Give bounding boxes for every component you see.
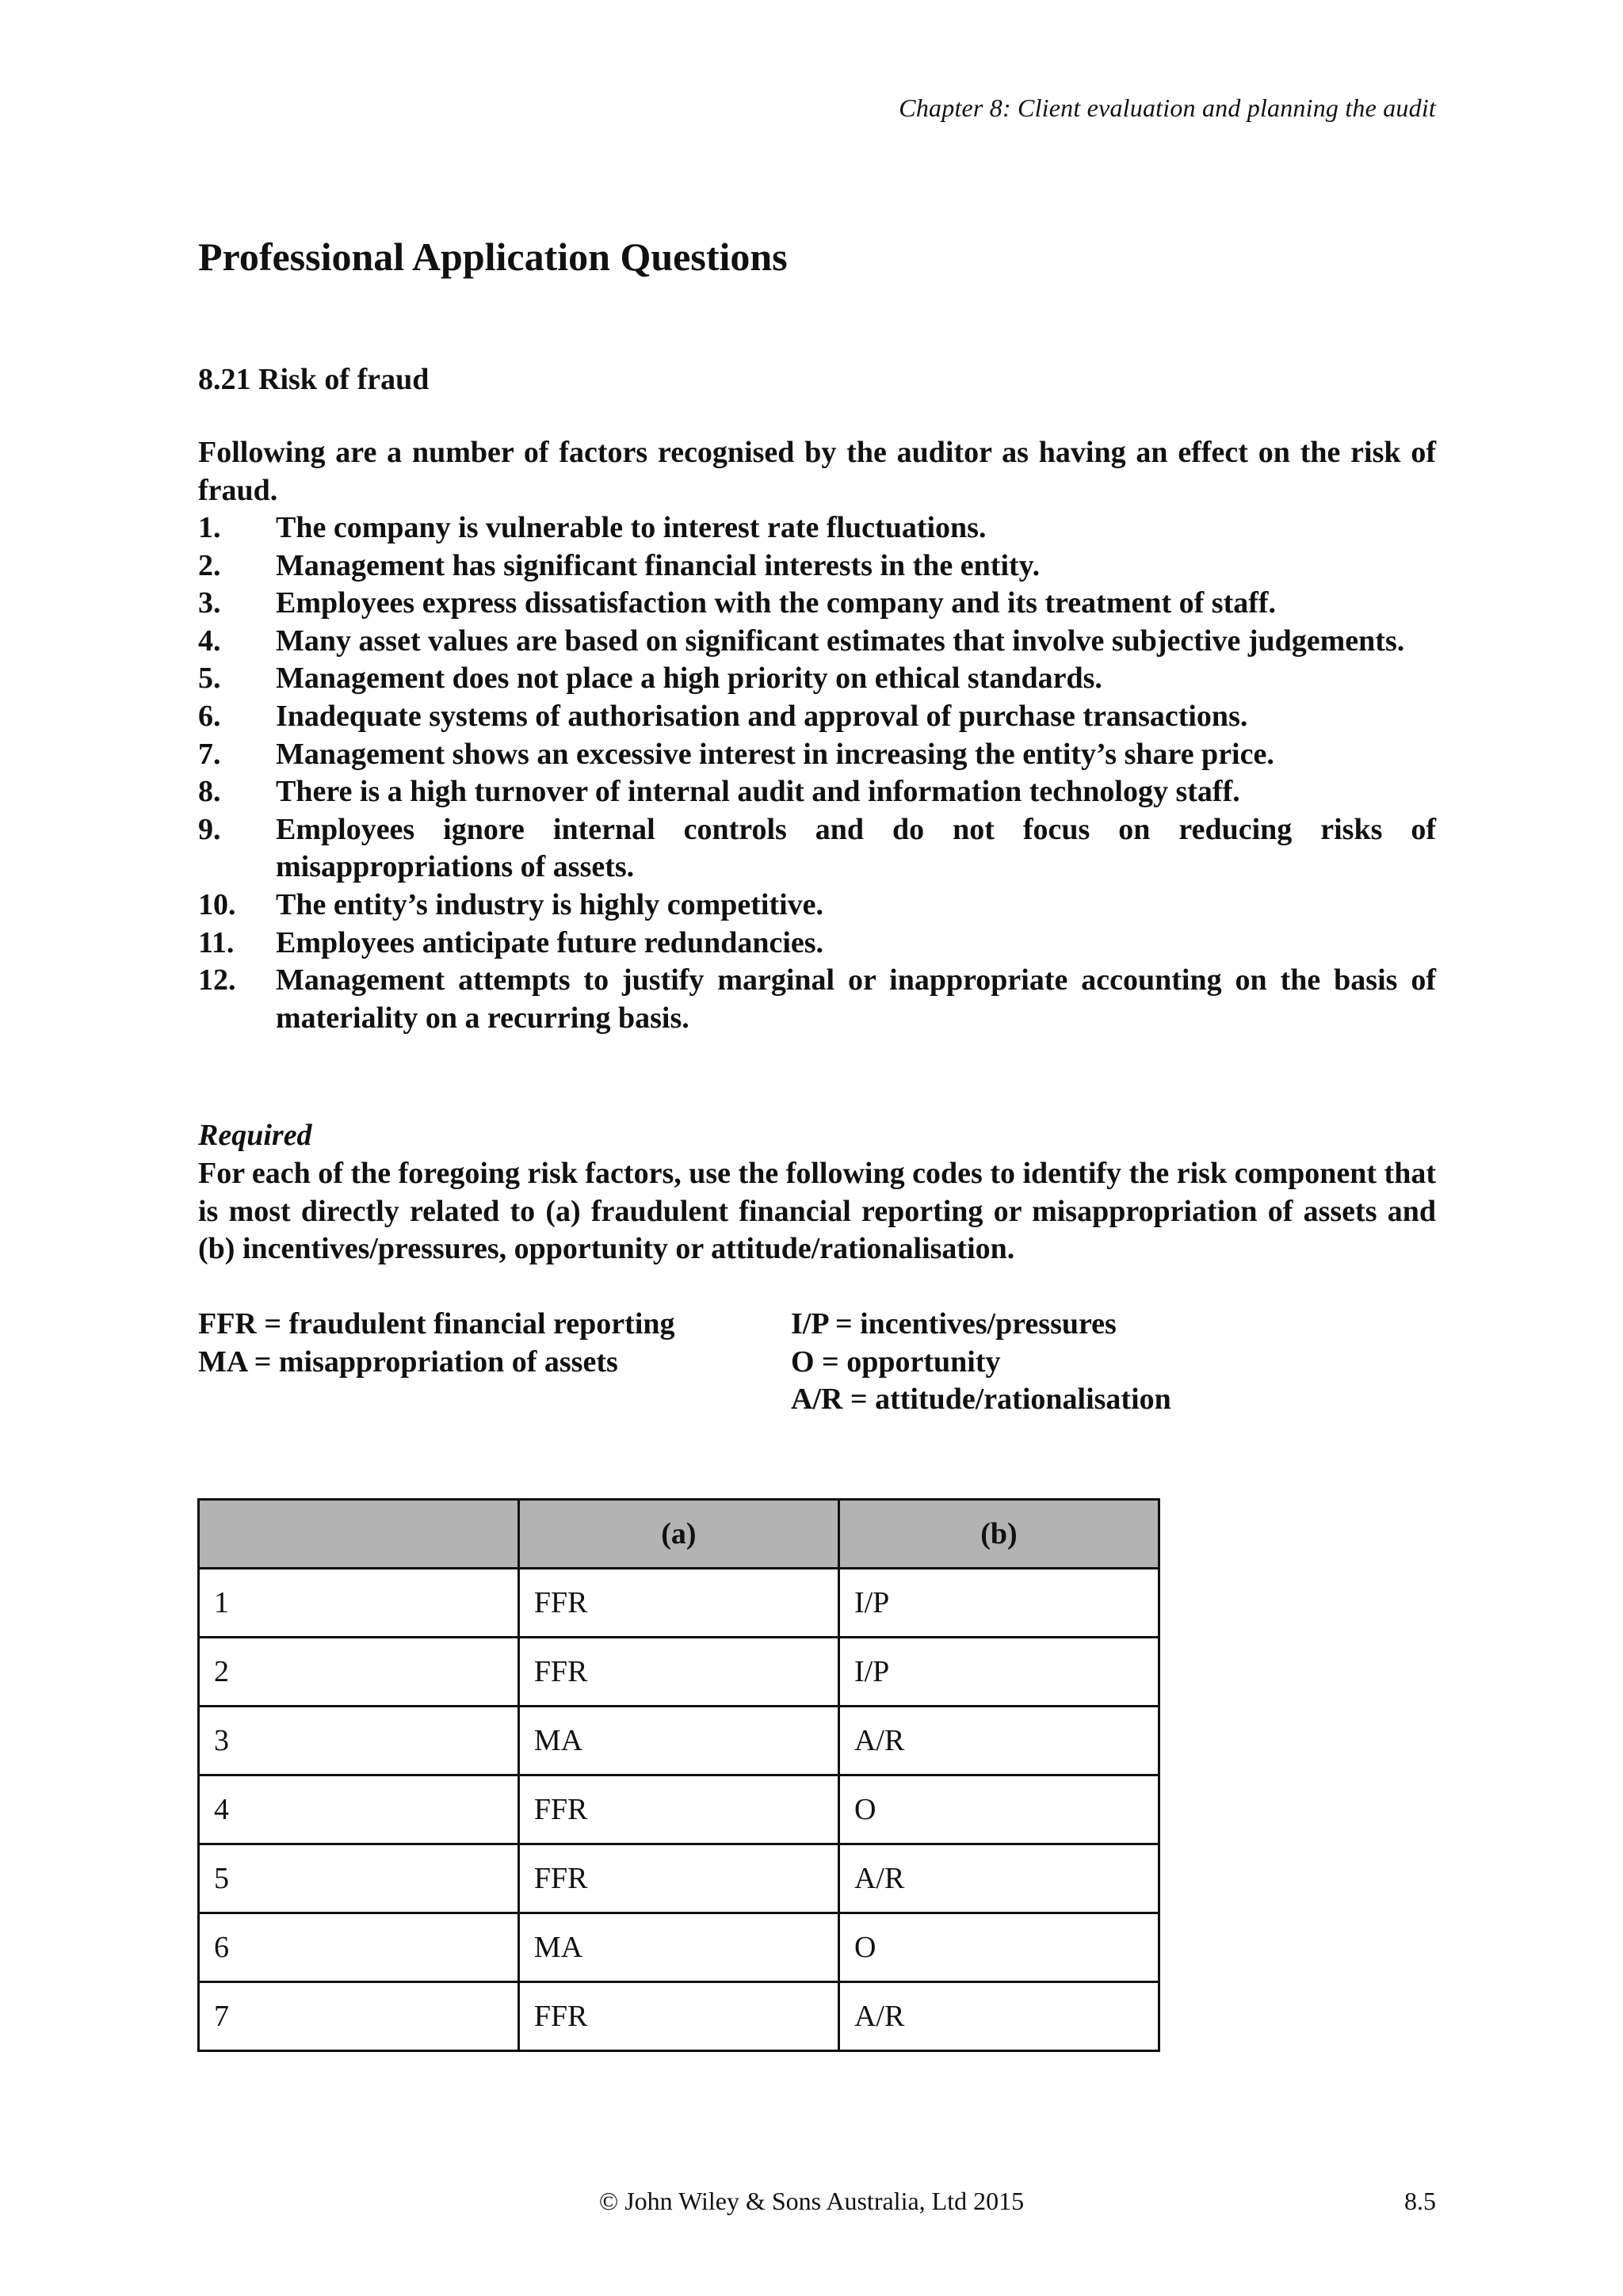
table-header-row (199, 1500, 1159, 1569)
list-item-number: 11. (198, 925, 235, 959)
table-cell: 7 (199, 1982, 519, 2051)
table-cell: A/R (838, 1982, 1159, 2051)
code-ip: I/P = incentives/pressures (791, 1307, 1117, 1341)
list-item (198, 660, 1436, 698)
required-label: Required (198, 1119, 312, 1152)
table-row (199, 1707, 1159, 1775)
list-item (198, 773, 1436, 811)
table-cell: 4 (199, 1775, 519, 1844)
page-number: 8.5 (1404, 2187, 1436, 2215)
list-item-text: Management shows an excessive interest in increasing the entity’s share price. (276, 737, 1274, 771)
table-header-cell: (b) (838, 1500, 1159, 1569)
code-ar: A/R = attitude/rationalisation (791, 1383, 1171, 1417)
list-item-number: 12. (198, 963, 236, 997)
table-cell: FFR (518, 1638, 838, 1707)
list-item-number: 5. (198, 662, 221, 696)
table-cell: MA (518, 1707, 838, 1775)
list-item-number: 3. (198, 586, 221, 620)
table-header-cell: (a) (518, 1500, 838, 1569)
table-cell: O (838, 1913, 1159, 1982)
list-item-number: 1. (198, 511, 221, 544)
table-cell: I/P (838, 1638, 1159, 1707)
list-item (198, 811, 1436, 887)
list-item-number: 7. (198, 737, 221, 771)
required-paragraph: For each of the foregoing risk factors, use the following codes to identify the risk component that is most directly related to (a) fraudulent financial reporting or misappropriation of assets and (b) incentives/pressures, opportunity or attitude/rationalisation. (198, 1157, 1436, 1266)
list-item-text: Employees express dissatisfaction with the company and its treatment of staff. (276, 586, 1277, 620)
list-item (198, 736, 1436, 774)
code-legend-left (198, 1306, 785, 1381)
list-item-text: Management does not place a high priority on ethical standards. (276, 662, 1102, 696)
list-item (198, 623, 1436, 661)
list-item (198, 925, 1436, 963)
list-item-text: Management attempts to justify marginal or inappropriate accounting on the basis of materiality on a recurring basis. (276, 963, 1436, 1035)
list-item (198, 962, 1436, 1037)
intro-paragraph: Following are a number of factors recognised by the auditor as having an effect on the risk of fraud. (198, 436, 1436, 507)
list-item-text: Employees ignore internal controls and do not focus on reducing risks of misappropriations of assets. (276, 812, 1436, 884)
list-item-text: Inadequate systems of authorisation and approval of purchase transactions. (276, 699, 1248, 733)
table-cell: FFR (518, 1982, 838, 2051)
table-cell: FFR (518, 1775, 838, 1844)
table-cell: A/R (838, 1844, 1159, 1913)
code-o: O = opportunity (791, 1344, 1001, 1379)
table-row (199, 1775, 1159, 1844)
table-row (199, 1569, 1159, 1638)
list-item (198, 887, 1436, 925)
footer-copyright: © John Wiley & Sons Australia, Ltd 2015 (598, 2187, 1025, 2215)
running-head: Chapter 8: Client evaluation and planning the audit (899, 93, 1436, 122)
list-item-number: 10. (198, 887, 236, 921)
answer-table (197, 1498, 1160, 2052)
list-item (198, 547, 1436, 585)
table-cell: I/P (838, 1569, 1159, 1638)
table-cell: 5 (199, 1844, 519, 1913)
table-cell: 2 (199, 1638, 519, 1707)
list-item-text: Management has significant financial interests in the entity. (276, 548, 1041, 582)
list-item (198, 698, 1436, 736)
risk-factor-list (198, 509, 1436, 1037)
list-item-text: Many asset values are based on significant estimates that involve subjective judgements. (276, 624, 1405, 658)
list-item-number: 6. (198, 699, 221, 733)
table-row (199, 1913, 1159, 1982)
list-item (198, 585, 1436, 623)
table-cell: 3 (199, 1707, 519, 1775)
table-cell: MA (518, 1913, 838, 1982)
section-heading: 8.21 Risk of fraud (198, 363, 430, 396)
table-cell: 6 (199, 1913, 519, 1982)
table-row (199, 1638, 1159, 1707)
code-ma: MA = misappropriation of assets (198, 1344, 618, 1379)
list-item-number: 9. (198, 812, 221, 846)
table-row (199, 1982, 1159, 2051)
list-item-number: 4. (198, 624, 221, 658)
list-item (198, 509, 1436, 547)
table-cell: A/R (838, 1707, 1159, 1775)
page-title: Professional Application Questions (198, 235, 788, 279)
list-item-number: 8. (198, 775, 221, 809)
list-item-text: There is a high turnover of internal audit and information technology staff. (276, 775, 1240, 809)
table-row (199, 1844, 1159, 1913)
list-item-text: Employees anticipate future redundancies. (276, 925, 824, 959)
code-legend-right (791, 1306, 1346, 1419)
list-item-text: The company is vulnerable to interest rate fluctuations. (276, 511, 987, 544)
list-item-number: 2. (198, 548, 221, 582)
table-cell: FFR (518, 1569, 838, 1638)
code-ffr: FFR = fraudulent financial reporting (198, 1307, 675, 1341)
table-header-cell (199, 1500, 519, 1569)
list-item-text: The entity’s industry is highly competitive. (276, 887, 824, 921)
table-cell: O (838, 1775, 1159, 1844)
table-cell: FFR (518, 1844, 838, 1913)
table-cell: 1 (199, 1569, 519, 1638)
